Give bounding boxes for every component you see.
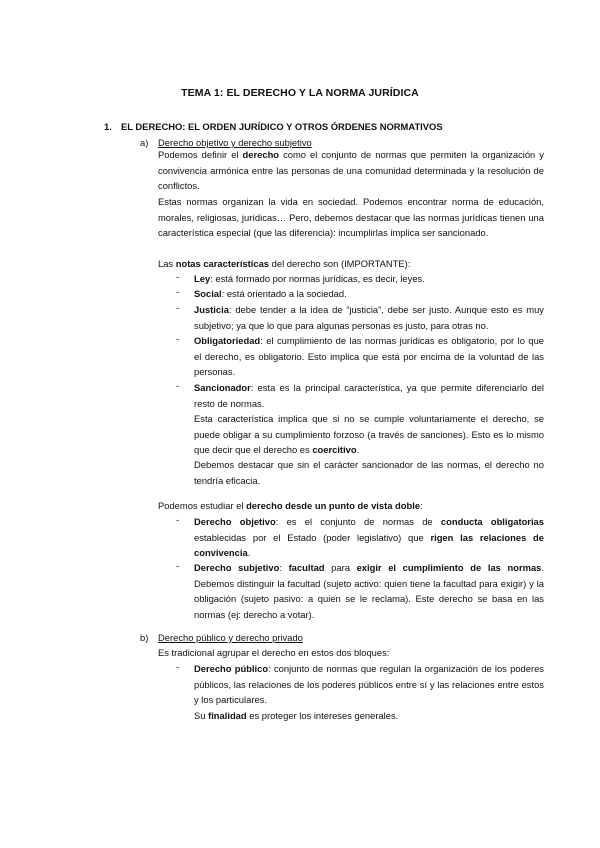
list-dash: - [176, 302, 180, 313]
paragraph-blocks-intro: Es tradicional agrupar el derecho en estos dos bloques: [158, 647, 390, 658]
paragraph-definition [158, 147, 544, 194]
list-dash: - [176, 560, 180, 571]
paragraph-finalidad [194, 708, 544, 724]
text-run: : conjunto de normas que regulan la organización de los poderes públicos, las relaciones de los poderes públicos entre sí y las relaciones entre estos y los particulares. [194, 663, 544, 705]
text-run: del derecho son (IMPORTANTE): [269, 258, 411, 269]
text-run: : [279, 562, 289, 573]
text-run: Las [158, 258, 176, 269]
list-item-ley [194, 271, 544, 287]
text-run: : [420, 500, 423, 511]
paragraph-double-view [158, 498, 544, 514]
text-run: es proteger los intereses generales. [246, 710, 399, 721]
list-dash: - [176, 286, 180, 297]
bold-term: rigen las relaciones de convivencia [194, 531, 544, 558]
section-number: 1. [104, 121, 112, 132]
list-item-sancionador [194, 380, 544, 411]
list-dash: - [176, 333, 180, 344]
text-run: : esta es la principal característica, ya que permite diferenciarlo del resto de normas. [194, 382, 544, 409]
subsection-b-title: Derecho público y derecho privado [158, 632, 303, 643]
bold-term: exigir el cumplimiento de las normas [356, 562, 542, 573]
sancionador-paragraph-3: Debemos destacar que sin el carácter sancionador de las normas, el derecho no tendría eficacia. [194, 459, 544, 486]
section-title: EL DERECHO: EL ORDEN JURÍDICO Y OTROS ÓRDENES NORMATIVOS [121, 121, 443, 132]
text-run: como el conjunto de normas que permiten la organización y convivencia armónica entre las personas de una comunidad determinada y la resolución de conflictos. [158, 149, 544, 191]
paragraph-notes-intro [158, 256, 544, 272]
list-dash: - [176, 514, 180, 525]
bold-term: Derecho público [194, 663, 269, 674]
text-run: : está formado por normas jurídicas, es decir, leyes. [210, 273, 425, 284]
text-run: Podemos estudiar el [158, 500, 247, 511]
bold-term: conducta obligatorias [440, 516, 544, 527]
list-dash: - [176, 661, 180, 672]
list-dash: - [176, 271, 180, 282]
list-dash: - [176, 380, 180, 391]
text-run: Esta característica implica que si no se cumple voluntariamente el derecho, se puede obligar a su cumplimiento forzoso (a través de sanciones). Esto es lo mismo que decir que el derecho es [194, 413, 544, 455]
text-run: para [324, 562, 357, 573]
bold-term: Derecho subjetivo [194, 562, 280, 573]
text-run: : el cumplimiento de las normas jurídicas es obligatorio, por lo que el derecho, es obligatorio. Esto implica que está por encima de la voluntad de las personas. [194, 335, 544, 377]
list-item-derecho-publico [194, 661, 544, 708]
text-run: : está orientado a la sociedad. [221, 288, 347, 299]
bold-term: notas características [175, 258, 270, 269]
text-run: Podemos definir el [158, 149, 243, 160]
bold-term: facultad [288, 562, 325, 573]
text-run: : debe tender a la idea de “justicia”, debe ser justo. Aunque esto es muy subjetivo; ya que lo que para algunas personas es justo, para otras no. [194, 304, 544, 331]
subsection-b-heading [140, 632, 303, 643]
bold-term: Obligatoriedad [194, 335, 261, 346]
text-run: establecidas por el Estado (poder legislativo) que [194, 531, 431, 543]
subsection-a-title: Derecho objetivo y derecho subjetivo [158, 137, 312, 148]
text-run: . Debemos distinguir la facultad (sujeto activo: quien tiene la facultad para exigir) y la obligación (sujeto pasivo: a quien se le reclama). Este derecho se basa en las normas (ej: derecho a votar). [194, 562, 544, 620]
bold-term: finalidad [208, 710, 247, 721]
bold-term: Social [194, 288, 222, 299]
text-run: . [356, 444, 360, 455]
subsection-a-letter: a) [140, 137, 149, 148]
bold-term: coercitivo [312, 444, 357, 455]
bold-term: derecho desde un punto de vista doble [246, 500, 421, 511]
text-run: : es el conjunto de normas de [275, 516, 441, 527]
sancionador-paragraph-2 [194, 411, 544, 458]
subsection-b-letter: b) [140, 632, 149, 643]
paragraph-norms: Estas normas organizan la vida en sociedad. Podemos encontrar norma de educación, morales, religiosas, jurídicas… Pero, debemos destacar que las normas jurídicas tienen una característica especial (que las diferencia): incumplirlas implica ser sancionado. [158, 196, 544, 238]
page-title: TEMA 1: EL DERECHO Y LA NORMA JURÍDICA [181, 87, 419, 99]
bold-term: Sancionador [194, 382, 251, 393]
section-heading [104, 121, 443, 132]
list-item-obligatoriedad [194, 333, 544, 380]
list-item-justicia [194, 302, 544, 333]
list-item-social [194, 286, 544, 302]
bold-term: Justicia [194, 304, 229, 315]
list-item-derecho-subjetivo [194, 560, 544, 622]
bold-term: Ley [194, 273, 211, 284]
list-item-derecho-objetivo [194, 514, 544, 561]
bold-term: Derecho objetivo [194, 516, 276, 527]
text-run: . [247, 547, 251, 558]
text-run: Su [194, 710, 209, 721]
bold-term: derecho [242, 149, 280, 160]
